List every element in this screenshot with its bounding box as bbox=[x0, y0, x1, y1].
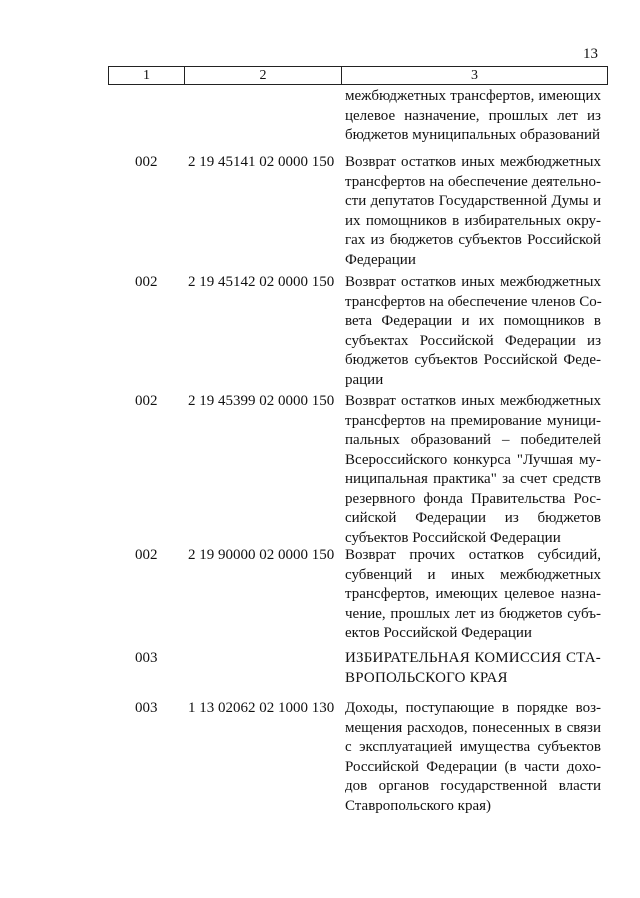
text-line: рации bbox=[345, 371, 384, 388]
admin-code: 003 bbox=[135, 700, 158, 716]
text-line: бюджетов субъектов Российской Феде- bbox=[345, 352, 601, 368]
table-header bbox=[108, 66, 608, 85]
text-line: трансфертов, имеющих целевое назна- bbox=[345, 586, 601, 602]
header-col-3: 3 bbox=[471, 68, 478, 83]
income-name bbox=[345, 273, 601, 390]
income-code: 2 19 45142 02 0000 150 bbox=[188, 274, 335, 290]
text-line: межбюджетных трансфертов, имеющих bbox=[345, 88, 601, 104]
admin-code: 002 bbox=[135, 393, 158, 409]
section-heading bbox=[345, 649, 601, 688]
text-line: Ставропольского края) bbox=[345, 797, 491, 814]
header-col-2: 2 bbox=[185, 67, 342, 84]
text-line: мещения расходов, понесенных в связи bbox=[345, 719, 601, 736]
income-name bbox=[345, 699, 601, 816]
text-line: субъектах Российской Федерации из bbox=[345, 332, 601, 349]
income-name bbox=[345, 153, 601, 270]
text-line: их помощников в избирательных окру- bbox=[345, 212, 601, 229]
text-line: Доходы, поступающие в порядке воз- bbox=[345, 700, 601, 716]
page-number: 13 bbox=[583, 46, 598, 62]
text-line: ИЗБИРАТЕЛЬНАЯ КОМИССИЯ СТА- bbox=[345, 650, 601, 666]
text-line: гах из бюджетов субъектов Российской bbox=[345, 232, 601, 248]
text-line: дов органов государственной власти bbox=[345, 778, 601, 794]
text-line: трансфертов на обеспечение членов Со- bbox=[345, 293, 602, 310]
text-line: пальных образований – победителей bbox=[345, 432, 601, 448]
text-line: Возврат остатков иных межбюджетных bbox=[345, 393, 601, 409]
income-name bbox=[345, 392, 601, 548]
income-code: 2 19 45141 02 0000 150 bbox=[188, 154, 335, 170]
text-line: чение, прошлых лет из бюджетов субъ- bbox=[345, 605, 601, 622]
text-line: с эксплуатацией имущества субъектов bbox=[345, 739, 601, 755]
text-line: Российской Федерации (в части дохо- bbox=[345, 758, 601, 775]
header-col-1: 1 bbox=[109, 67, 185, 84]
text-line: ектов Российской Федерации bbox=[345, 625, 532, 641]
text-line: субвенций и иных межбюджетных bbox=[345, 566, 601, 583]
income-code: 1 13 02062 02 1000 130 bbox=[188, 700, 335, 716]
text-line: бюджетов муниципальных образований bbox=[345, 127, 601, 143]
admin-code: 002 bbox=[135, 547, 158, 563]
text-line: Возврат остатков иных межбюджетных bbox=[345, 274, 601, 290]
text-line: сти депутатов Государственной Думы и bbox=[345, 193, 601, 209]
income-name bbox=[345, 546, 601, 644]
income-code: 2 19 90000 02 0000 150 bbox=[188, 547, 335, 563]
text-line: Всероссийского конкурса "Лучшая му- bbox=[345, 451, 601, 468]
income-code: 2 19 45399 02 0000 150 bbox=[188, 393, 335, 409]
text-line: Федерации bbox=[345, 251, 416, 268]
text-line: Возврат прочих остатков субсидий, bbox=[345, 547, 601, 563]
text-line: сийской Федерации из бюджетов bbox=[345, 510, 601, 526]
text-line: трансфертов на премирование муници- bbox=[345, 412, 601, 429]
admin-code: 002 bbox=[135, 274, 158, 290]
text-line: Возврат остатков иных межбюджетных bbox=[345, 154, 601, 170]
admin-code: 002 bbox=[135, 154, 158, 170]
continuation-text bbox=[345, 87, 601, 146]
admin-code: 003 bbox=[135, 650, 158, 666]
text-line: трансфертов на обеспечение деятельно- bbox=[345, 173, 601, 190]
text-line: ниципальная практика" за счет средств bbox=[345, 471, 601, 487]
text-line: резервного фонда Правительства Рос- bbox=[345, 490, 601, 507]
text-line: ВРОПОЛЬСКОГО КРАЯ bbox=[345, 669, 508, 686]
text-line: целевое назначение, прошлых лет из bbox=[345, 107, 601, 124]
text-line: субъектов Российской Федерации bbox=[345, 529, 561, 546]
text-line: вета Федерации и их помощников в bbox=[345, 313, 601, 329]
